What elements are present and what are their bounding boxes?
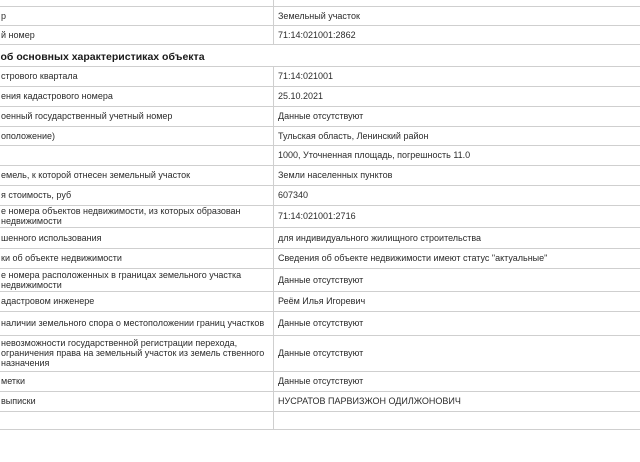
row-key: р [0, 6, 274, 25]
row-value: 607340 [274, 185, 640, 205]
row-key: стрового квартала [0, 66, 274, 86]
row-value: 71:14:021001:2862 [274, 25, 640, 44]
table-row [0, 165, 640, 185]
row-value: Данные отсутствуют [274, 335, 640, 371]
row-key: наличии земельного спора о местоположении границ участков [0, 311, 274, 335]
row-value: Данные отсутствуют [274, 106, 640, 126]
table-row [0, 227, 640, 248]
row-value: Данные отсутствуют [274, 268, 640, 291]
row-key: ения кадастрового номера [0, 86, 274, 106]
row-value-empty [274, 411, 640, 429]
row-key: оположение) [0, 126, 274, 145]
table-row [0, 291, 640, 311]
row-value: 71:14:021001:2716 [274, 205, 640, 227]
table-row [0, 126, 640, 145]
row-key: емель, к которой отнесен земельный участок [0, 165, 274, 185]
row-value: 25.10.2021 [274, 86, 640, 106]
row-key: выписки [0, 391, 274, 411]
table-row [0, 411, 640, 429]
row-key: метки [0, 371, 274, 391]
row-key: оенный государственный учетный номер [0, 106, 274, 126]
row-key [0, 145, 274, 165]
section-title: об основных характеристиках объекта [0, 51, 205, 63]
table-row [0, 248, 640, 268]
table-row [0, 371, 640, 391]
row-key: невозможности государственной регистрации перехода, ограничения права на земельный участок из земель ственного назначения [0, 335, 274, 371]
section-heading-row [0, 44, 640, 66]
table-row [0, 106, 640, 126]
row-value: Реём Илья Игоревич [274, 291, 640, 311]
table-row [0, 66, 640, 86]
table-row [0, 391, 640, 411]
row-key: й номер [0, 25, 274, 44]
row-value: Земельный участок [274, 6, 640, 25]
table-row [0, 205, 640, 227]
row-key: ки об объекте недвижимости [0, 248, 274, 268]
table-row [0, 268, 640, 291]
row-key: адастровом инженере [0, 291, 274, 311]
row-value: 1000, Уточненная площадь, погрешность 11.0 [274, 145, 640, 165]
row-value: Данные отсутствуют [274, 371, 640, 391]
table-row [0, 6, 640, 25]
table-row [0, 335, 640, 371]
row-key-empty [0, 411, 274, 429]
row-key: я стоимость, руб [0, 185, 274, 205]
table-row [0, 311, 640, 335]
row-value: 71:14:021001 [274, 66, 640, 86]
row-value: Данные отсутствуют [274, 311, 640, 335]
table-row [0, 86, 640, 106]
row-value: Земли населенных пунктов [274, 165, 640, 185]
row-value: для индивидуального жилищного строительства [274, 227, 640, 248]
row-value: Тульская область, Ленинский район [274, 126, 640, 145]
table-row [0, 185, 640, 205]
table-row [0, 145, 640, 165]
row-key: е номера объектов недвижимости, из которых образован недвижимости [0, 205, 274, 227]
row-value: НУСРАТОВ ПАРВИЗЖОН ОДИЛЖОНОВИЧ [274, 391, 640, 411]
row-key: шенного использования [0, 227, 274, 248]
row-key: е номера расположенных в границах земельного участка недвижимости [0, 268, 274, 291]
table-row [0, 25, 640, 44]
row-value: Сведения об объекте недвижимости имеют статус "актуальные" [274, 248, 640, 268]
